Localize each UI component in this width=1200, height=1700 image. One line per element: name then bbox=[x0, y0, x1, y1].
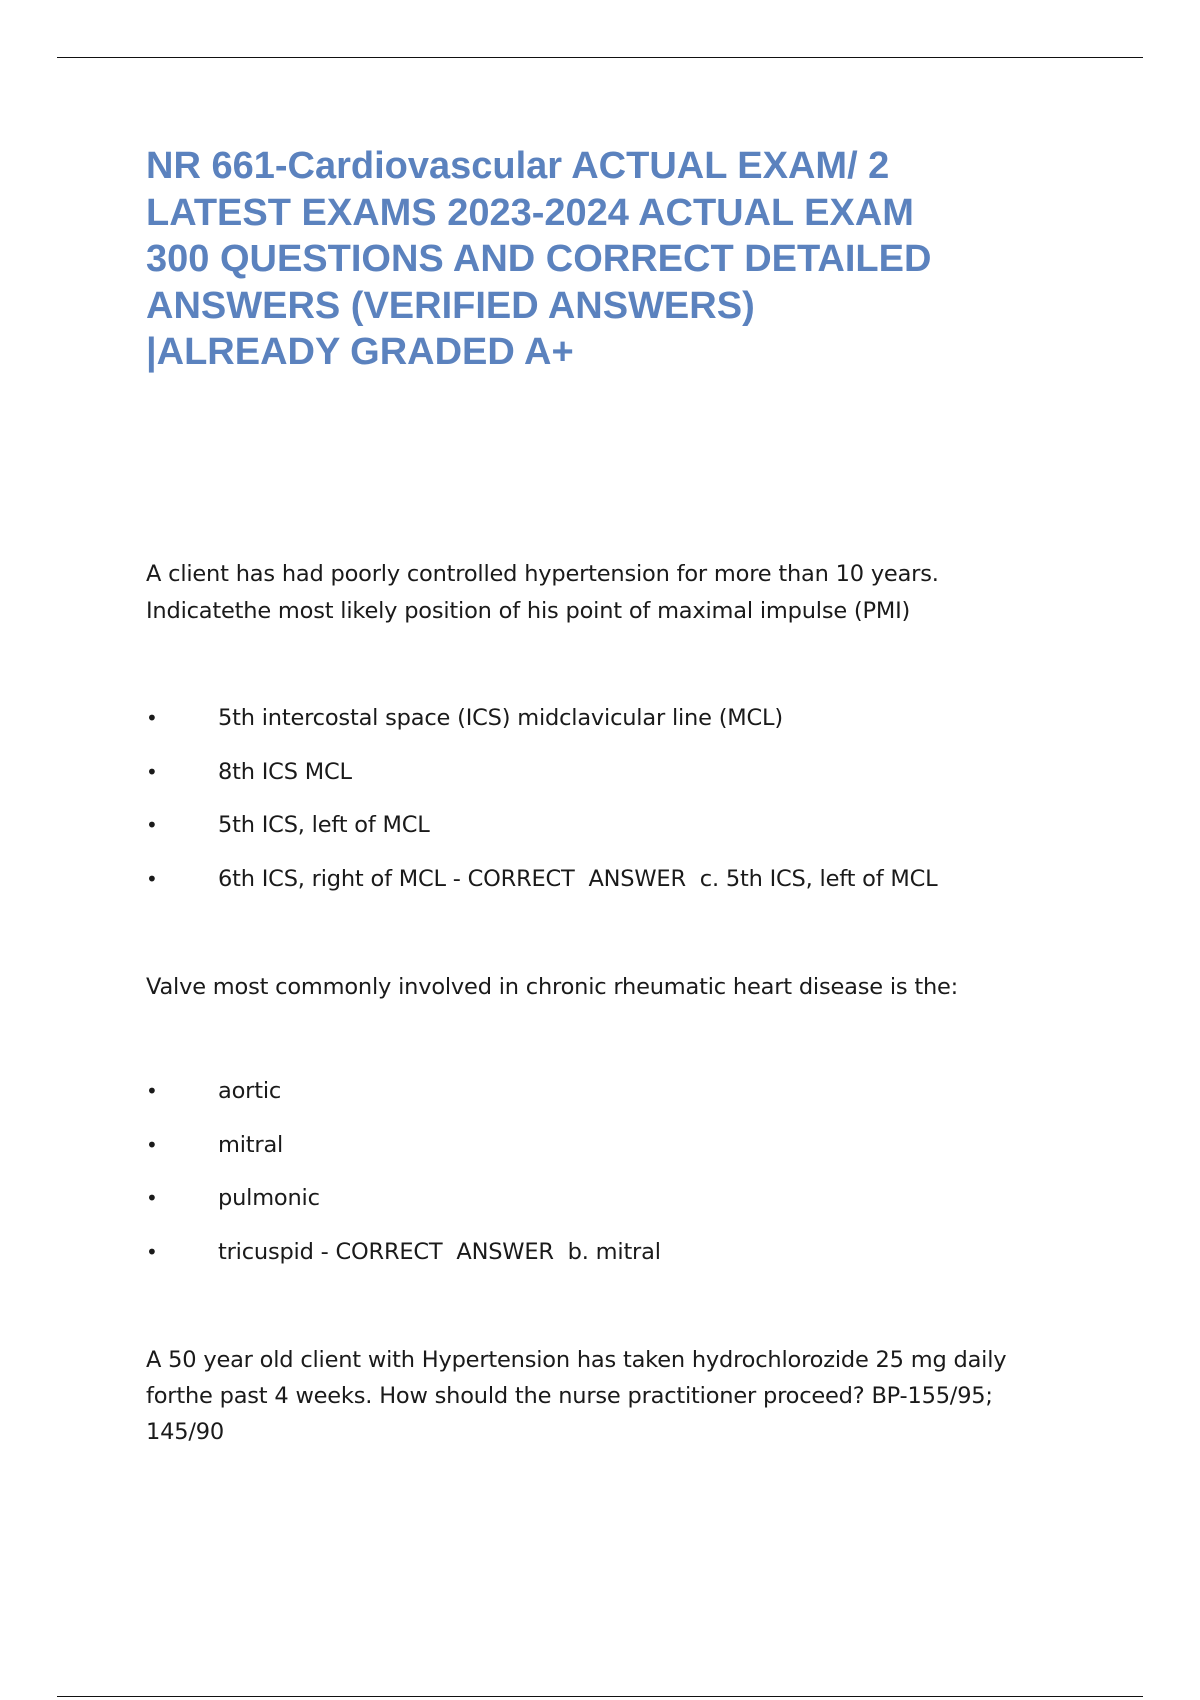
document-title: NR 661-Cardiovascular ACTUAL EXAM/ 2 LATEST EXAMS 2023-2024 ACTUAL EXAM 300 QUESTIONS AND CORRECT DETAILED ANSWERS (VERIFIED ANSWERS) |ALREADY GRADED A+ bbox=[146, 145, 932, 373]
option-text: 5th intercostal space (ICS) midclavicular line (MCL) bbox=[218, 705, 783, 731]
question-1: A client has had poorly controlled hypertension for more than 10 years. Indicatethe most likely position of his point of maximal impulse (PMI) bbox=[146, 561, 939, 624]
list-item bbox=[146, 703, 1096, 757]
option-text: 5th ICS, left of MCL bbox=[218, 812, 430, 839]
bullet-icon: • bbox=[146, 1079, 158, 1103]
bullet-icon: • bbox=[146, 1186, 158, 1211]
list-item bbox=[146, 1237, 1096, 1291]
option-text: pulmonic bbox=[218, 1185, 320, 1212]
bullet-icon: • bbox=[146, 867, 158, 892]
question-2: Valve most commonly involved in chronic rheumatic heart disease is the: bbox=[146, 974, 959, 1000]
bullet-icon: • bbox=[146, 1132, 158, 1157]
question-1-options bbox=[146, 703, 1096, 918]
bullet-icon: • bbox=[146, 706, 158, 730]
bullet-icon: • bbox=[146, 1240, 158, 1265]
list-item bbox=[146, 1076, 1096, 1130]
top-rule bbox=[57, 57, 1143, 58]
bottom-rule bbox=[57, 1696, 1143, 1697]
option-text: 6th ICS, right of MCL - CORRECT ANSWER c. 5th ICS, left of MCL bbox=[218, 866, 938, 893]
list-item bbox=[146, 1130, 1096, 1184]
bullet-icon: • bbox=[146, 759, 158, 784]
question-3: A 50 year old client with Hypertension has taken hydrochlorozide 25 mg daily forthe past 4 weeks. How should the nurse practitioner proceed? BP-155/95; 145/90 bbox=[146, 1347, 1007, 1445]
list-item bbox=[146, 757, 1096, 811]
option-text: mitral bbox=[218, 1131, 284, 1158]
list-item bbox=[146, 1183, 1096, 1237]
bullet-icon: • bbox=[146, 813, 158, 838]
option-text: tricuspid - CORRECT ANSWER b. mitral bbox=[218, 1239, 661, 1266]
list-item bbox=[146, 864, 1096, 918]
question-2-options bbox=[146, 1076, 1096, 1291]
list-item bbox=[146, 810, 1096, 864]
option-text: aortic bbox=[218, 1078, 282, 1104]
option-text: 8th ICS MCL bbox=[218, 758, 352, 785]
